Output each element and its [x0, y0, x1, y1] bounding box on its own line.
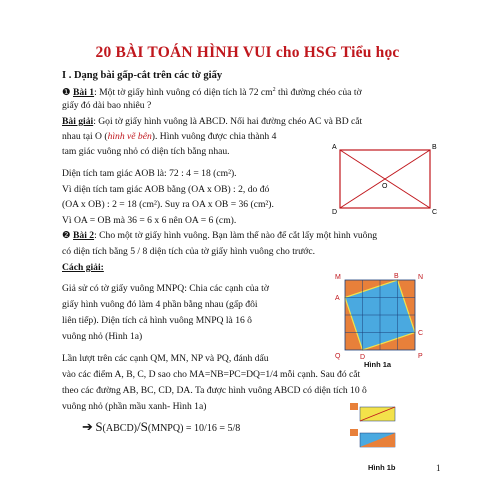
formula-s1: S — [95, 419, 103, 434]
problem-1-line-2: giấy đó dài bao nhiêu ? — [62, 100, 152, 111]
method-line-5: Lần lượt trên các cạnh QM, MN, NP và PQ, đánh dấu — [62, 353, 269, 364]
superscript: 2 — [272, 87, 276, 93]
method-line-1: Giả sử có tờ giấy vuông MNPQ: Chia các cạnh của tờ — [62, 283, 269, 294]
method-line-7: theo các đường AB, BC, CD, DA. Ta được hình vuông ABCD có diện tích 10 ô — [62, 385, 367, 396]
solution-1-line-6: (OA x OB) : 2 = 18 (cm²). Suy ra OA x OB = 36 (cm²). — [62, 199, 274, 210]
problem-1 — [62, 84, 362, 99]
figure-1a-caption: Hình 1a — [364, 360, 392, 369]
solution-text: : Gọi tờ giấy hình vuông là ABCD. Nối hai đường chéo AC và BD cắt — [93, 116, 363, 127]
label-c: C — [432, 209, 438, 216]
solution-1-line-5: Vì diện tích tam giác AOB bằng (OA x OB) : 2, do đó — [62, 184, 270, 195]
method-line-4: vuông nhỏ (Hình 1a) — [62, 331, 143, 342]
label-a-1a: A — [335, 295, 340, 302]
formula-abcd: (ABCD) — [102, 423, 137, 434]
page-number: 1 — [436, 463, 441, 473]
problem-2 — [62, 229, 377, 242]
bullet-1-icon: ❶ — [62, 87, 71, 99]
problem-2-label: Bài 2 — [73, 230, 95, 241]
grid-figure-1a — [330, 270, 450, 360]
strips-figure-1b — [340, 397, 420, 457]
method-label: Cách giải: — [62, 262, 104, 273]
solution-text-2c: ). Hình vuông được chia thành 4 — [151, 131, 277, 142]
method-line-2: giấy hình vuông đó làm 4 phần bằng nhau (gấp đôi — [62, 299, 258, 310]
label-b: B — [432, 144, 437, 151]
method-line-3: liên tiếp). Diện tích cả hình vuông MNPQ là 16 ô — [62, 315, 252, 326]
label-d-1a: D — [360, 354, 366, 360]
formula — [82, 420, 240, 435]
solution-1-line-4: Diện tích tam giác AOB là: 72 : 4 = 18 (cm²). — [62, 168, 237, 179]
solution-1-line-3: tam giác vuông nhỏ có diện tích bằng nhau. — [62, 146, 230, 157]
solution-1-line-2 — [62, 130, 276, 143]
page-title: 20 BÀI TOÁN HÌNH VUI cho HSG Tiểu học — [95, 44, 400, 61]
label-m: M — [335, 274, 341, 281]
arrow-icon: ➔ — [82, 419, 93, 434]
formula-result: = 10/16 = 5/8 — [183, 423, 241, 434]
solution-text-2a: nhau tại O ( — [62, 131, 108, 142]
formula-mnpq: (MNPQ) — [147, 423, 184, 434]
section-heading: I . Dạng bài gấp-cắt trên các tờ giấy — [62, 70, 223, 81]
solution-1-line-7: Vì OA = OB mà 36 = 6 x 6 nên OA = 6 (cm). — [62, 215, 237, 226]
label-a: A — [332, 144, 337, 151]
problem-1-text: : Một tờ giấy hình vuông có diện tích là 72 cm — [94, 87, 273, 99]
square-diagonals-figure — [330, 138, 440, 216]
formula-s2: S — [140, 419, 148, 434]
problem-2-line-2: có diện tích bằng 5 / 8 diện tích của tờ giấy hình vuông cho trước. — [62, 246, 315, 257]
solution-1-line-1 — [62, 115, 362, 128]
label-n: N — [418, 274, 424, 281]
label-o: O — [382, 183, 388, 190]
strip-2-orange — [350, 429, 358, 436]
figure-1b-caption: Hình 1b — [368, 463, 396, 472]
method-line-6: vào các điểm A, B, C, D sao cho MA=NB=PC=DQ=1/4 mỗi cạnh. Sau đó cắt — [62, 369, 361, 380]
label-d: D — [332, 209, 338, 216]
label-b-1a: B — [394, 273, 399, 280]
label-p: P — [418, 353, 423, 360]
problem-2-text: : Cho một tờ giấy hình vuông. Bạn làm thế nào để cắt lấy một hình vuông — [94, 230, 378, 241]
problem-1-label: Bài 1 — [73, 87, 95, 99]
strip-1-orange — [350, 403, 358, 410]
problem-1-text-2: thì đường chéo của tờ — [275, 87, 362, 99]
bullet-2-icon: ❷ — [62, 230, 71, 241]
label-c-1a: C — [418, 330, 424, 337]
formula-slash: / — [137, 419, 141, 434]
label-q: Q — [335, 353, 341, 360]
method-line-8: vuông nhỏ (phần mầu xanh- Hình 1a) — [62, 401, 207, 412]
solution-label: Bài giải — [62, 116, 94, 127]
figure-reference: hình vẽ bên — [107, 131, 152, 142]
